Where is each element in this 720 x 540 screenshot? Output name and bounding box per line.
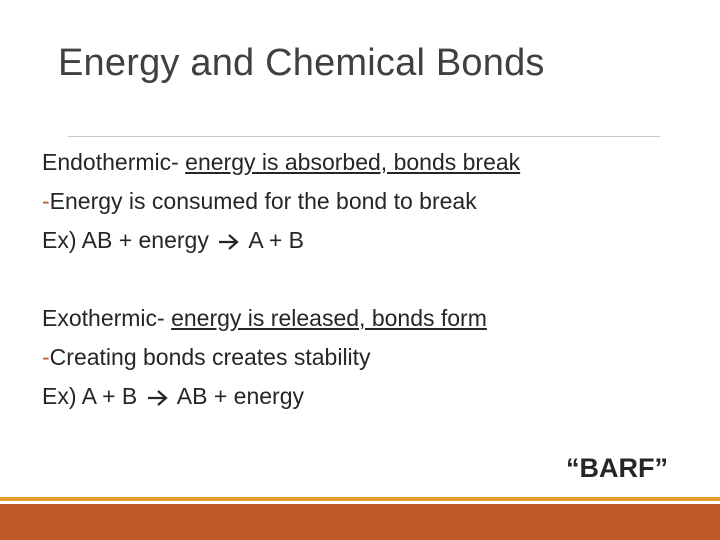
endothermic-block	[42, 143, 520, 260]
right-arrow-icon	[215, 221, 243, 260]
footer-bar	[0, 504, 720, 540]
endothermic-bullet	[42, 182, 520, 221]
exothermic-definition-line	[42, 299, 487, 338]
exothermic-block	[42, 299, 487, 416]
exothermic-bullet-text: Creating bonds creates stability	[49, 344, 371, 370]
exothermic-example-right: AB + energy	[171, 383, 304, 409]
mnemonic-label: “BARF”	[566, 453, 668, 483]
right-arrow-icon	[144, 377, 172, 416]
exothermic-term: Exothermic-	[42, 305, 172, 331]
bullet-dash: -	[42, 344, 50, 370]
slide-title: Energy and Chemical Bonds	[58, 42, 545, 84]
endothermic-example-right: A + B	[243, 227, 304, 253]
endothermic-example	[42, 221, 520, 260]
exothermic-example-left: Ex) A + B	[42, 383, 144, 409]
endothermic-bullet-text: Energy is consumed for the bond to break	[49, 188, 477, 214]
endothermic-definition: energy is absorbed, bonds break	[185, 149, 521, 175]
exothermic-bullet	[42, 338, 487, 377]
title-divider	[68, 136, 660, 137]
bullet-dash: -	[42, 188, 50, 214]
exothermic-example	[42, 377, 487, 416]
endothermic-definition-line	[42, 143, 520, 182]
endothermic-term: Endothermic-	[42, 149, 186, 175]
endothermic-example-left: Ex) AB + energy	[42, 227, 216, 253]
exothermic-definition: energy is released, bonds form	[171, 305, 487, 331]
footer-stripe	[0, 497, 720, 501]
